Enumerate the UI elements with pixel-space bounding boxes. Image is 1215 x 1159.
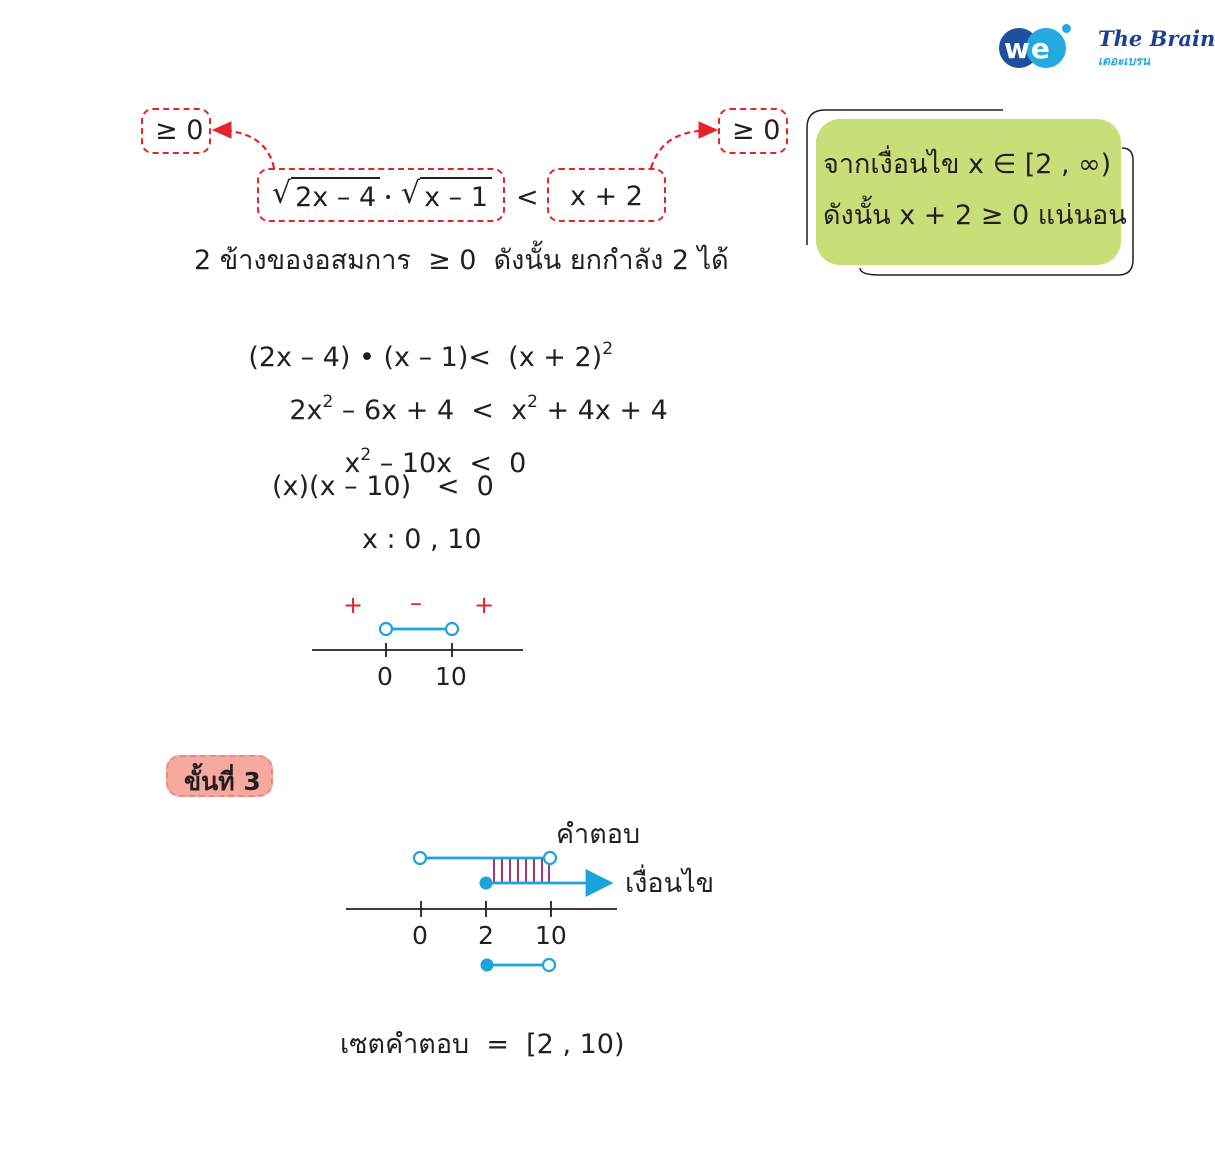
sqrt-2x-4: √ 2x – 4 bbox=[272, 177, 380, 211]
note-box bbox=[816, 119, 1121, 265]
result-open-10 bbox=[543, 959, 555, 971]
step-5: x : 0 , 10 bbox=[362, 524, 482, 555]
step3-label: ขั้นที่ 3 bbox=[184, 767, 261, 796]
result-closed-2 bbox=[481, 959, 494, 972]
answer-tick-label-2: 2 bbox=[478, 921, 494, 950]
rhs-expression: x + 2 bbox=[570, 181, 643, 212]
statement: 2 ข้างของอสมการ ≥ 0 ดังนั้น ยกกำลัง 2 ได้ bbox=[194, 245, 729, 276]
right-ge-label: ≥ 0 bbox=[732, 115, 781, 146]
answer-set: เซตคำตอบ = [2 , 10) bbox=[340, 1029, 625, 1060]
step-1: (2x – 4) • $(x - 1)< (x + 2)^2$ bbox=[248, 339, 614, 373]
open-point-0 bbox=[380, 623, 392, 635]
sqrt-x-1: √ x – 1 bbox=[401, 177, 492, 211]
step-4: (x)(x – 10) < 0 bbox=[272, 471, 494, 502]
note-line-1: จากเงื่อนไข x ∈ [2 , ∞) bbox=[823, 149, 1112, 180]
product-dot: • bbox=[384, 190, 393, 206]
we-logo-text: we bbox=[1004, 32, 1051, 65]
less-than-sign: < bbox=[516, 182, 539, 213]
left-ge-label: ≥ 0 bbox=[155, 115, 204, 146]
right-curved-arrow bbox=[651, 130, 716, 168]
step-2: $2x^2 - 6x + 4 < x^2 + 4x + 4$ bbox=[289, 392, 668, 426]
overlap-hatch bbox=[486, 858, 551, 883]
step-3: $x^2 - 10x < 0$ bbox=[344, 445, 527, 479]
answer-open-0 bbox=[414, 852, 426, 864]
answer-tick-label-10: 10 bbox=[535, 921, 567, 950]
sign-tick-label-10: 10 bbox=[435, 662, 467, 691]
sign-minus: – bbox=[410, 589, 422, 617]
condition-closed-2 bbox=[480, 877, 493, 890]
brain-logo-th: เดอะเบรน bbox=[1098, 54, 1150, 68]
note-line-2: ดังนั้น x + 2 ≥ 0 แน่นอน bbox=[823, 200, 1127, 231]
sign-plus-right: + bbox=[474, 591, 495, 619]
left-curved-arrow bbox=[214, 130, 274, 168]
sign-plus-left: + bbox=[343, 591, 364, 619]
brain-logo-en: The Brain bbox=[1098, 26, 1215, 51]
condition-label: เงื่อนไข bbox=[625, 868, 715, 899]
answer-label: คำตอบ bbox=[556, 819, 641, 850]
answer-open-10 bbox=[544, 852, 556, 864]
answer-tick-label-0: 0 bbox=[412, 921, 428, 950]
open-point-10 bbox=[446, 623, 458, 635]
sign-tick-label-0: 0 bbox=[377, 662, 393, 691]
